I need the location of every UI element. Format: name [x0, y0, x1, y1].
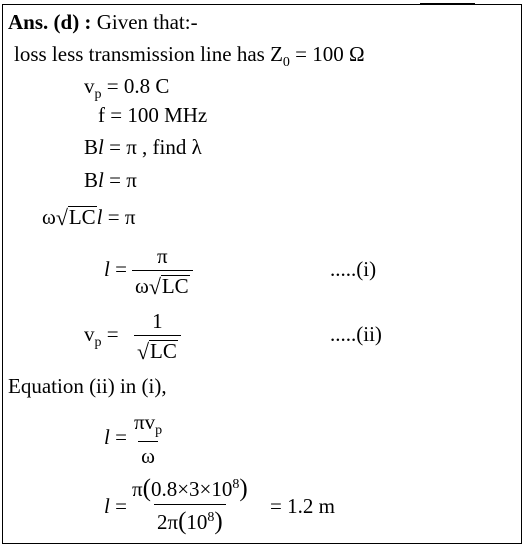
eq3-numerator — [132, 412, 164, 441]
exponent: 8 — [232, 477, 240, 492]
lc-text: LC — [161, 274, 189, 298]
given-value: = 100 Ω — [289, 42, 365, 66]
vp-subscript: p — [94, 335, 102, 351]
eq1-tag: .....(i) — [330, 257, 377, 281]
eq4-denominator — [154, 504, 226, 534]
beta-l-find-line — [84, 137, 202, 158]
vp-line — [84, 76, 169, 102]
exponent: 8 — [207, 510, 215, 525]
eq2-lhs — [84, 324, 119, 350]
vp-subscript: p — [155, 423, 163, 439]
beta-l-line — [84, 170, 137, 191]
two-pi-text: 2π — [156, 510, 179, 534]
sqrt-lc — [149, 275, 190, 297]
vp-value: = 0.8 C — [101, 74, 170, 98]
equals-sign: = — [109, 494, 127, 518]
given-line — [14, 44, 365, 70]
eq3-lhs — [104, 427, 127, 448]
eq2-fraction — [134, 311, 181, 362]
substitution-text: Equation (ii) in (i), — [8, 374, 167, 398]
length-symbol: l — [98, 135, 104, 159]
length-symbol: l — [104, 257, 110, 281]
length-symbol: l — [96, 205, 103, 229]
answer-box — [2, 4, 522, 544]
right-paren: ) — [239, 475, 248, 502]
vp-symbol: v — [84, 322, 95, 346]
beta-symbol: B — [84, 168, 99, 192]
omega-symbol: ω — [135, 274, 149, 298]
pi-symbol: π — [132, 477, 143, 501]
eq2-tag: .....(ii) — [330, 322, 382, 346]
omega-symbol: ω — [42, 205, 56, 229]
frequency-line: f = 100 MHz — [98, 103, 208, 127]
eq1-numerator: π — [157, 244, 168, 268]
beta-l-value: = π — [103, 168, 137, 192]
answer-intro: Given that:- — [96, 10, 198, 34]
vp-symbol: v — [84, 74, 95, 98]
beta-symbol: B — [84, 135, 99, 159]
eq2-numerator: 1 — [152, 309, 163, 333]
eq1-lhs — [104, 259, 127, 280]
omega-sqrt-line — [42, 206, 135, 228]
eq4-result: = 1.2 m — [270, 494, 335, 518]
equals-sign: = — [109, 257, 127, 281]
eq1-denominator — [132, 270, 193, 297]
equals-sign: = — [109, 425, 127, 449]
answer-label: Ans. (d) : — [8, 10, 92, 34]
answer-header — [8, 12, 198, 33]
eq4-fraction — [130, 476, 250, 534]
lc-text: LC — [68, 205, 96, 229]
length-symbol: l — [98, 168, 104, 192]
sqrt-lc — [56, 206, 97, 228]
eq4-numerator — [130, 476, 250, 504]
sqrt-icon: √ — [55, 205, 68, 230]
eq1-fraction — [132, 246, 193, 297]
eq4-inner-product: 0.8×3×10 — [150, 477, 233, 501]
ten-text: 10 — [186, 510, 208, 534]
eq3-fraction — [132, 412, 164, 467]
length-symbol: l — [104, 494, 110, 518]
vp-subscript: p — [94, 87, 102, 103]
eq2-denominator — [134, 335, 181, 362]
right-paren: ) — [214, 508, 223, 535]
sqrt-lc — [137, 340, 178, 362]
sqrt-icon: √ — [148, 274, 161, 299]
lc-text: LC — [150, 339, 177, 363]
eq4-lhs — [104, 496, 127, 517]
length-symbol: l — [104, 425, 110, 449]
z-subscript: 0 — [282, 55, 290, 71]
left-paren: ( — [178, 508, 187, 535]
eq3-denominator: ω — [138, 441, 158, 467]
left-paren: ( — [142, 475, 151, 502]
given-text: loss less transmission line has Z — [14, 42, 283, 66]
beta-l-find-text: = π , find λ — [103, 135, 202, 159]
omega-line-value: = π — [102, 205, 136, 229]
equals-sign: = — [101, 322, 119, 346]
sqrt-icon: √ — [137, 339, 150, 364]
pi-v-text: πv — [134, 410, 156, 434]
